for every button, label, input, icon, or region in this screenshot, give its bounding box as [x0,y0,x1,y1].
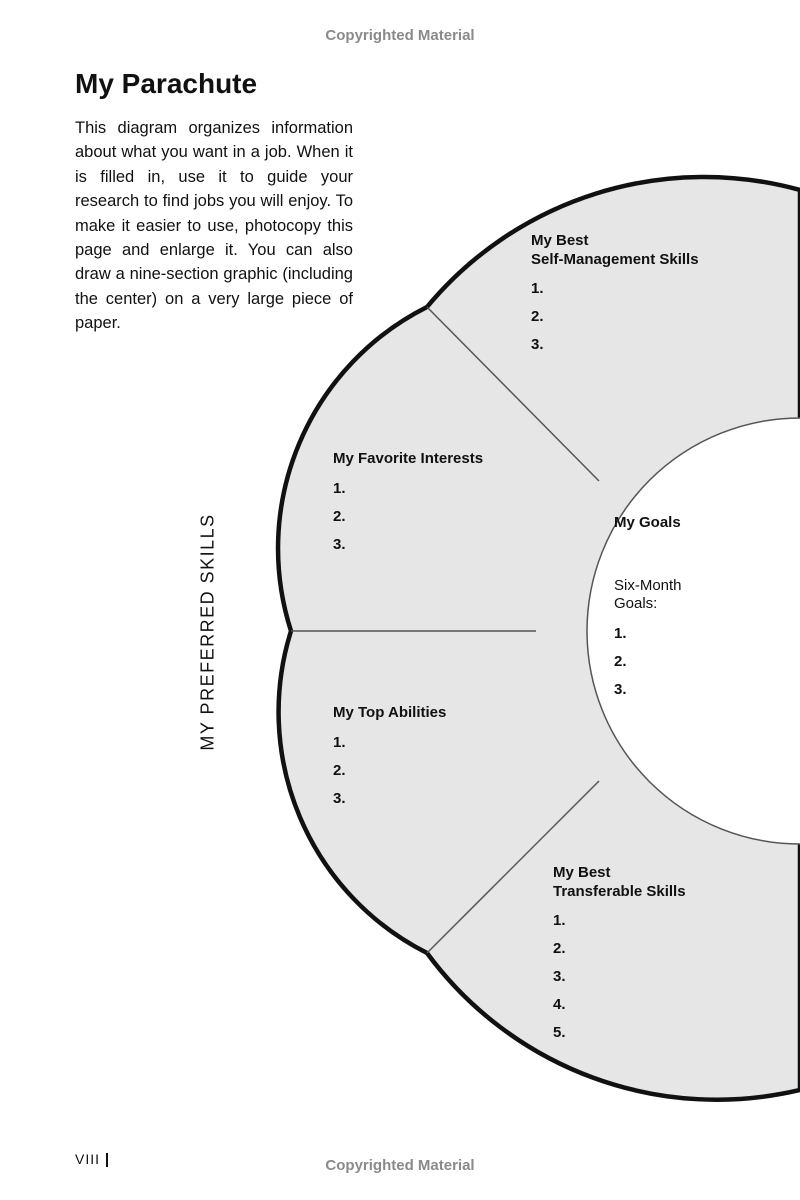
section-heading-line2: Transferable Skills [553,882,686,900]
self-management-list [531,275,699,359]
section-heading: My Top Abilities [333,704,447,721]
list-item: 2. [614,652,627,670]
section-heading-line2: Self-Management Skills [531,250,699,268]
transferable-list [553,907,686,1047]
interests-list [333,475,483,559]
list-item: 1. [333,733,346,751]
goals-subheading-line1: Six-Month [614,576,682,594]
list-item: 2. [333,507,346,525]
section-abilities [333,704,446,813]
list-item: 4. [553,996,566,1013]
section-heading: My Favorite Interests [333,450,484,467]
section-goals [614,514,682,704]
list-item: 1. [333,479,346,497]
list-item: 3. [333,789,346,807]
list-item: 2. [553,940,566,957]
section-heading-line1: My Best [553,864,611,881]
list-item: 3. [333,535,346,553]
section-interests [333,450,483,559]
list-item: 5. [553,1024,566,1041]
intro-paragraph: This diagram organizes information about what you want in a job. When it is filled in, use it to guide your research to find jobs you will enjoy. To make it easier to use, photocopy this page and enlarge it. You can also draw a nine-section graphic (including the center) on a very large piece of paper. [75,119,353,333]
list-item: 3. [553,968,566,985]
list-item: 1. [614,624,627,642]
goals-list [614,620,682,704]
copyright-footer: Copyrighted Material [325,1157,475,1174]
list-item: 1. [553,912,566,929]
preferred-skills-label: MY PREFERRED SKILLS [197,513,218,751]
list-item: 2. [333,761,346,779]
goals-subheading-line2: Goals: [614,595,658,612]
section-transferable [553,864,686,1047]
copyright-header: Copyrighted Material [325,27,475,44]
section-heading-line1: My Best [531,232,589,249]
list-item: 3. [531,336,544,353]
list-item: 1. [531,280,544,297]
list-item: 3. [614,680,627,698]
goals-heading: My Goals [614,514,681,531]
page-title: My Parachute [75,68,258,99]
page-number: VIII [75,1151,101,1167]
list-item: 2. [531,308,544,325]
section-self-management [531,232,699,359]
abilities-list [333,729,446,813]
